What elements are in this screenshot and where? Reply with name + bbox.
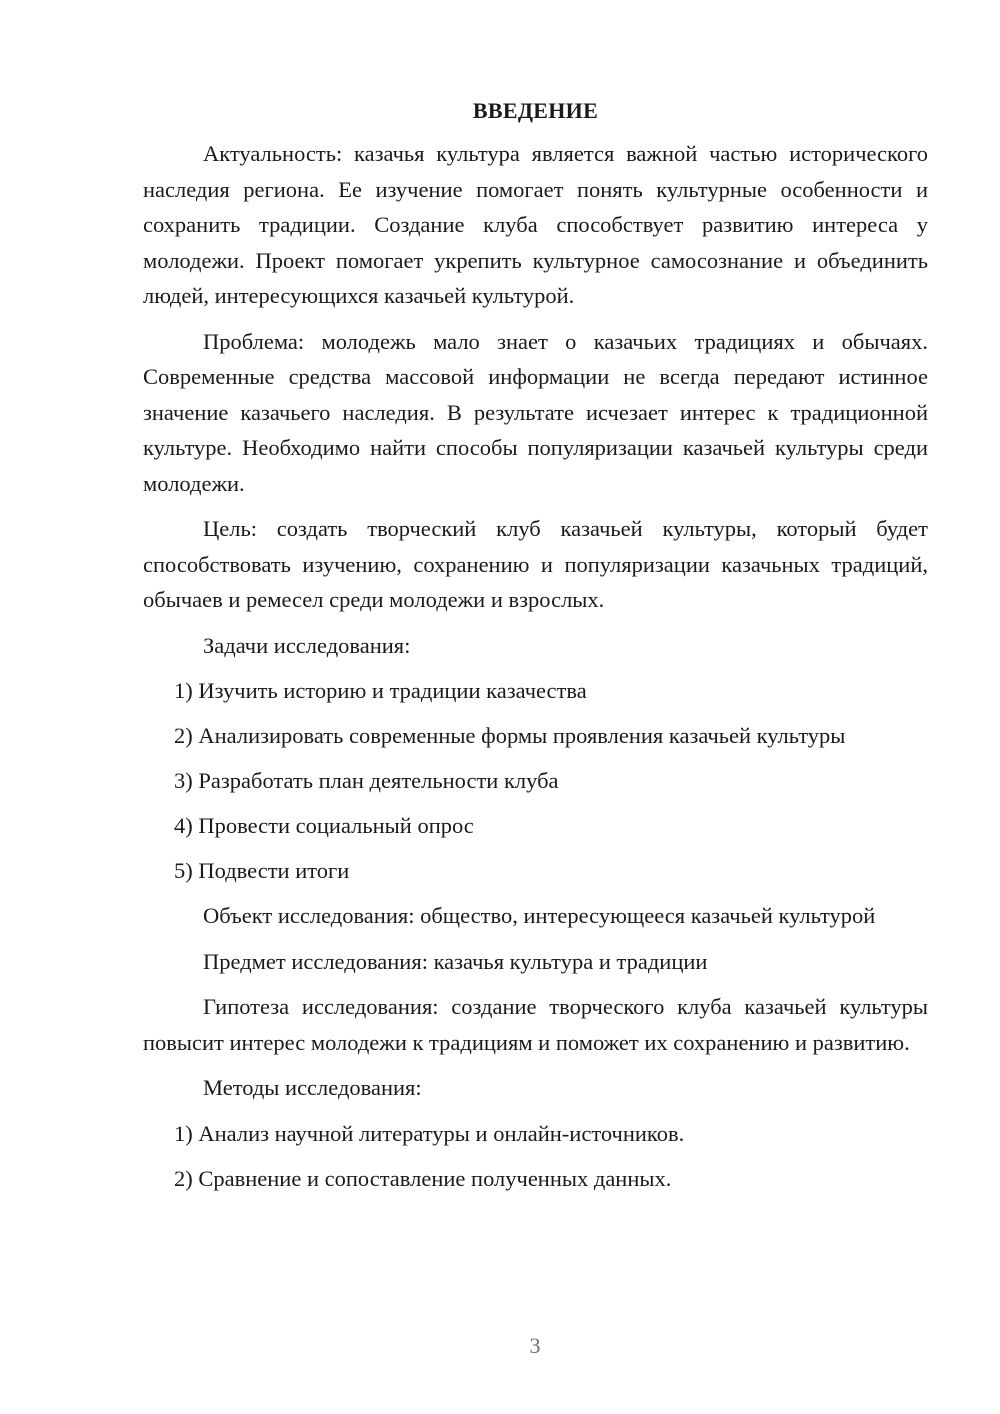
method-item: 2) Сравнение и сопоставление полученных данных. [174, 1165, 672, 1191]
page-number: 3 [529, 1333, 541, 1358]
subject-paragraph: Предмет исследования: казачья культура и традиции [203, 948, 708, 974]
object-paragraph: Объект исследования: общество, интересующееся казачьей культурой [203, 903, 876, 928]
method-item: 1) Анализ научной литературы и онлайн-источников. [174, 1120, 685, 1146]
task-item: 4) Провести социальный опрос [174, 813, 474, 838]
task-item: 2) Анализировать современные формы проявления казачьей культуры [174, 723, 846, 748]
task-item: 1) Изучить историю и традиции казачества [174, 678, 587, 703]
goal-paragraph: Цель: создать творческий клуб казачьей культуры, который будет способствовать изучению, сохранению и популяризации казачьных традиций, обычаев и ремесел среди молодежи и взрослых. [143, 516, 928, 612]
methods-title: Методы исследования: [203, 1075, 422, 1100]
task-item: 3) Разработать план деятельности клуба [174, 768, 559, 793]
tasks-title: Задачи исследования: [203, 632, 411, 658]
page-content [143, 94, 928, 1206]
methods-list [143, 1116, 928, 1197]
tasks-list [143, 673, 928, 889]
section-heading: ВВЕДЕНИЕ [472, 98, 599, 123]
task-item: 5) Подвести итоги [174, 858, 350, 883]
problem-paragraph: Проблема: молодежь мало знает о казачьих традициях и обычаях. Современные средства массовой информации не всегда передают истинное значение казачьего наследия. В результате исчезает интерес к традиционной культуре. Необходимо найти способы популяризации казачьей культуры среди молодежи. [143, 328, 928, 496]
relevance-paragraph: Актуальность: казачья культура является важной частью исторического наследия региона. Ее изучение помогает понять культурные особенности и сохранить традиции. Создание клуба способствует развитию интереса у молодежи. Проект помогает укрепить культурное самосознание и объединить людей, интересующихся казачьей культурой. [143, 141, 928, 308]
hypothesis-paragraph: Гипотеза исследования: создание творческого клуба казачьей культуры повысит интерес молодежи к традициям и поможет их сохранению и развитию. [143, 994, 928, 1055]
